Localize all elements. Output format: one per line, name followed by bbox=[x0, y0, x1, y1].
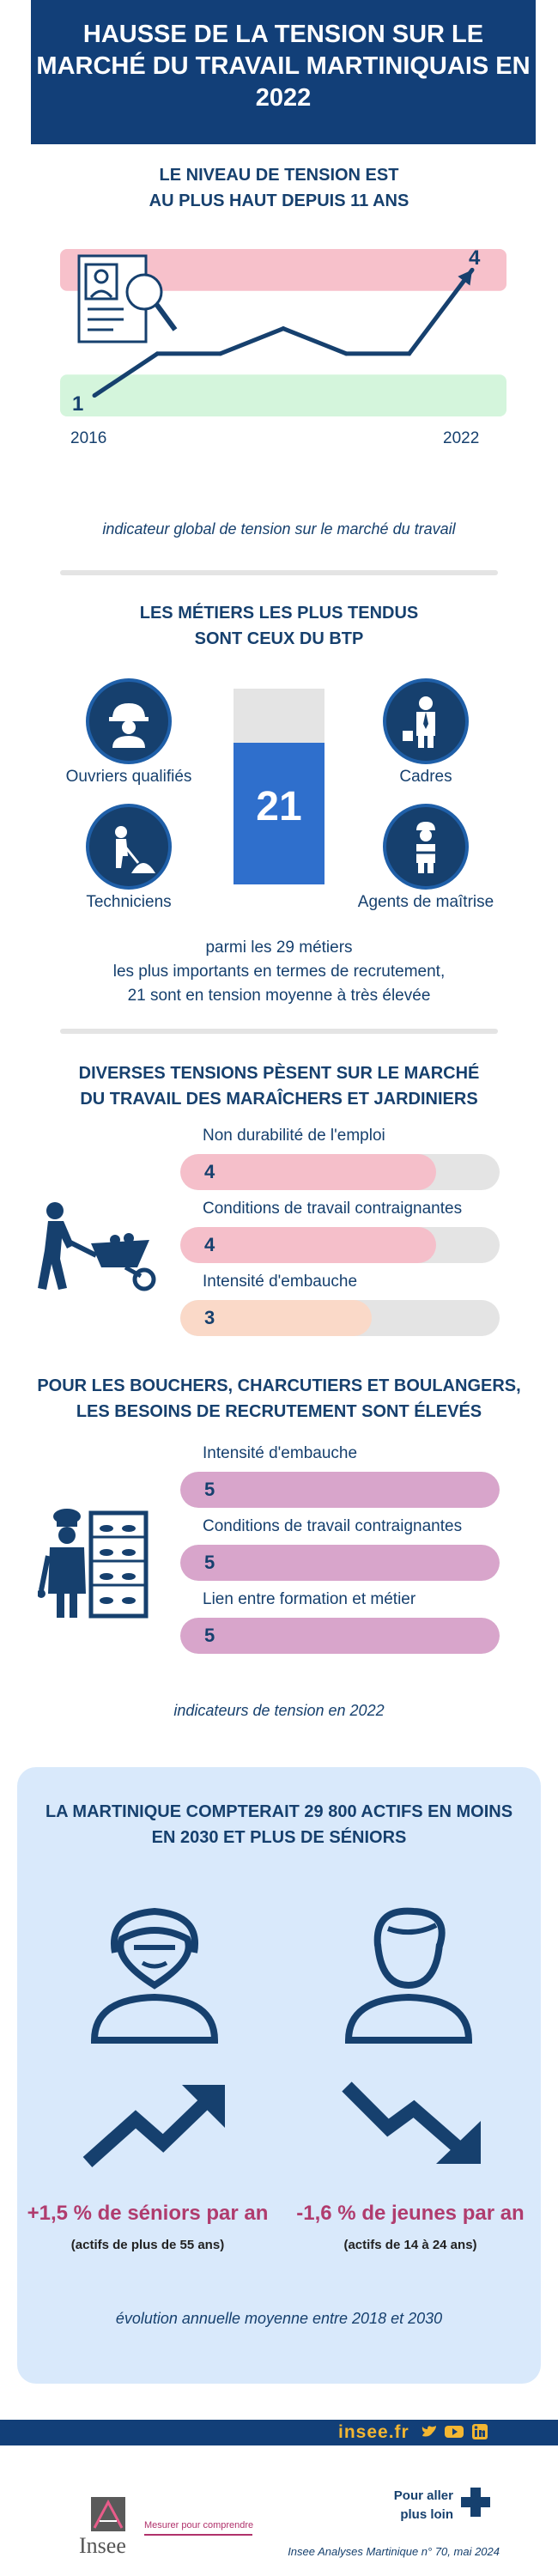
bar-track bbox=[180, 1227, 500, 1263]
job-label-ouvriers: Ouvriers qualifiés bbox=[65, 768, 192, 786]
section1-title-line1: LE NIVEAU DE TENSION EST bbox=[159, 166, 399, 185]
tension-count-gauge bbox=[234, 689, 324, 884]
section4-caption: indicateurs de tension en 2022 bbox=[173, 1702, 385, 1719]
linkedin-icon[interactable] bbox=[472, 2424, 488, 2439]
section2-note-line2: les plus importants en termes de recrutement, bbox=[112, 963, 446, 981]
more-info-line2[interactable]: plus loin bbox=[400, 2507, 453, 2522]
tension-line-chart bbox=[60, 232, 506, 481]
bar-label: Non durabilité de l'emploi bbox=[203, 1127, 385, 1145]
section3-title-line2: DU TRAVAIL DES MARAÎCHERS ET JARDINIERS bbox=[80, 1090, 478, 1109]
end-value-label: 4 bbox=[469, 246, 481, 270]
section4-title-line2: LES BESOINS DE RECRUTEMENT SONT ÉLEVÉS bbox=[76, 1402, 482, 1421]
bar-track bbox=[180, 1300, 500, 1336]
seniors-note: (actifs de plus de 55 ans) bbox=[70, 2238, 225, 2252]
start-value-label: 1 bbox=[72, 392, 84, 416]
demography-panel bbox=[17, 1767, 541, 2384]
section1-title-line2: AU PLUS HAUT DEPUIS 11 ANS bbox=[149, 191, 409, 210]
bar-label: Intensité d'embauche bbox=[203, 1273, 358, 1291]
trend-up-icon bbox=[82, 2081, 228, 2167]
tension-data-point bbox=[282, 326, 286, 331]
end-year-label: 2022 bbox=[443, 429, 480, 447]
insee-brand: Insee bbox=[79, 2533, 126, 2558]
construction-worker-icon bbox=[86, 678, 172, 764]
bar-label: Intensité d'embauche bbox=[203, 1444, 358, 1462]
bar-fill: 5 bbox=[180, 1472, 500, 1508]
bar-label: Lien entre formation et métier bbox=[203, 1590, 416, 1608]
site-link[interactable]: insee.fr bbox=[338, 2422, 409, 2442]
youtube-icon[interactable] bbox=[445, 2424, 464, 2439]
more-info-line1[interactable]: Pour aller bbox=[393, 2488, 453, 2503]
wheelbarrow-gardener-icon bbox=[36, 1199, 156, 1293]
tagline-underline bbox=[144, 2534, 252, 2536]
shovel-worker-icon bbox=[86, 804, 172, 890]
bar-fill: 3 bbox=[180, 1300, 372, 1336]
supervisor-icon bbox=[383, 804, 469, 890]
bar-fill: 4 bbox=[180, 1154, 436, 1190]
bar-fill: 5 bbox=[180, 1545, 500, 1581]
tension-count-value: 21 bbox=[256, 784, 302, 829]
bar-fill: 5 bbox=[180, 1618, 500, 1654]
jeunes-growth-rate: -1,6 % de jeunes par an bbox=[296, 2202, 525, 2225]
start-year-label: 2016 bbox=[70, 429, 107, 447]
job-label-agents: Agents de maîtrise bbox=[357, 893, 494, 911]
senior-person-icon bbox=[86, 1903, 223, 2044]
job-label-cadres: Cadres bbox=[399, 768, 452, 786]
publication-reference: Insee Analyses Martinique n° 70, mai 2024 bbox=[288, 2545, 500, 2558]
divider bbox=[60, 1029, 498, 1034]
baker-icon bbox=[38, 1508, 149, 1619]
section2-title-line1: LES MÉTIERS LES PLUS TENDUS bbox=[139, 604, 419, 623]
insee-logo-icon bbox=[86, 2495, 134, 2535]
seniors-growth-rate: +1,5 % de séniors par an bbox=[27, 2202, 269, 2225]
bar-track bbox=[180, 1618, 500, 1654]
section2-note-line1: parmi les 29 métiers bbox=[205, 939, 353, 957]
section5-title-line2: EN 2030 ET PLUS DE SÉNIORS bbox=[151, 1828, 407, 1847]
section3-title-line1: DIVERSES TENSIONS PÈSENT SUR LE MARCHÉ bbox=[78, 1064, 480, 1083]
section5-caption: évolution annuelle moyenne entre 2018 et 2030 bbox=[115, 2310, 443, 2327]
young-person-icon bbox=[340, 1903, 477, 2044]
section2-note-line3: 21 sont en tension moyenne à très élevée bbox=[127, 987, 431, 1005]
bar-track bbox=[180, 1154, 500, 1190]
section1-caption: indicateur global de tension sur le marché du travail bbox=[102, 520, 456, 538]
divider bbox=[60, 570, 498, 575]
section5-title-line1: LA MARTINIQUE COMPTERAIT 29 800 ACTIFS EN MOINS bbox=[45, 1802, 513, 1821]
tension-data-point bbox=[407, 351, 411, 355]
bar-track bbox=[180, 1472, 500, 1508]
twitter-icon[interactable] bbox=[421, 2424, 438, 2439]
insee-tagline: Mesurer pour comprendre bbox=[144, 2520, 254, 2530]
tension-band bbox=[60, 374, 506, 416]
trend-down-icon bbox=[340, 2081, 486, 2167]
tension-data-point bbox=[344, 351, 349, 355]
page-title: HAUSSE DE LA TENSION SUR LE MARCHÉ DU TRAVAIL MARTINIQUAIS EN 2022 bbox=[31, 0, 536, 144]
tension-data-point bbox=[93, 393, 97, 398]
section2-title-line2: SONT CEUX DU BTP bbox=[194, 629, 364, 648]
job-label-techniciens: Techniciens bbox=[86, 893, 172, 911]
tension-data-point bbox=[218, 351, 222, 355]
bar-fill: 4 bbox=[180, 1227, 436, 1263]
section4-title-line1: POUR LES BOUCHERS, CHARCUTIERS ET BOULANGERS, bbox=[37, 1376, 521, 1395]
jeunes-note: (actifs de 14 à 24 ans) bbox=[343, 2238, 477, 2252]
plus-icon[interactable] bbox=[458, 2485, 493, 2519]
tension-data-point bbox=[155, 351, 160, 355]
bar-track bbox=[180, 1545, 500, 1581]
bar-label: Conditions de travail contraignantes bbox=[203, 1517, 463, 1535]
bar-label: Conditions de travail contraignantes bbox=[203, 1200, 463, 1218]
businessman-icon bbox=[383, 678, 469, 764]
